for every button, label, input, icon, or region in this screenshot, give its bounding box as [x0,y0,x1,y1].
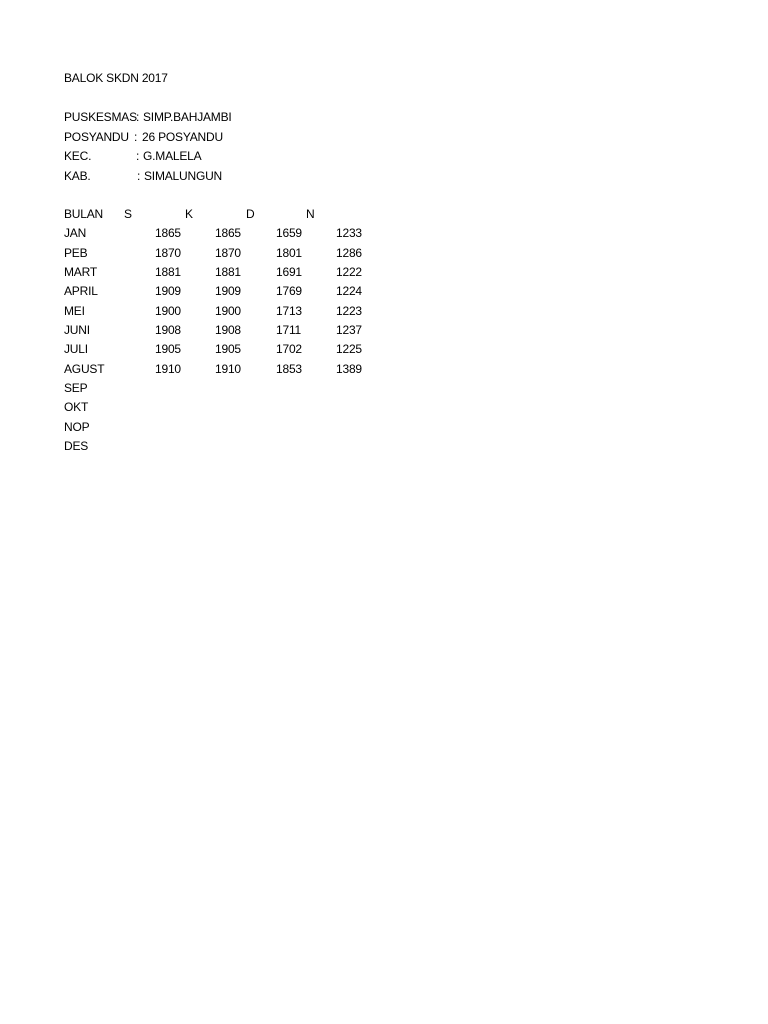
cell-d: 1713 [276,303,302,318]
table-row [64,303,362,322]
cell-d: 1659 [276,226,302,241]
cell-s: 1910 [155,361,181,376]
cell-d: 1801 [276,245,302,260]
cell-month: PEB [64,245,88,260]
cell-month: JAN [64,226,87,241]
cell-n: 1233 [336,226,362,241]
meta-key: KAB. [64,169,91,184]
cell-month: JULI [64,342,88,357]
cell-month: OKT [64,400,89,415]
cell-s: 1881 [155,265,181,280]
table-row [64,399,89,418]
table-row [64,225,362,244]
meta-value: G.MALELA [143,149,202,164]
cell-n: 1222 [336,265,362,280]
cell-month: AGUST [64,361,105,376]
table-row [64,322,362,341]
cell-month: MEI [64,303,85,318]
cell-s: 1865 [155,226,181,241]
cell-n: 1225 [336,342,362,357]
cell-month: MART [64,265,97,280]
cell-n: 1286 [336,245,362,260]
meta-row-posyandu [64,129,223,149]
header-k: K [185,207,193,221]
cell-d: 1711 [276,323,302,338]
meta-key: PUSKESMAS [64,110,137,124]
table-row [64,245,362,264]
meta-separator: : [134,129,138,144]
document-meta [64,109,232,188]
table-header-row [64,206,315,225]
meta-row-kec [64,148,202,168]
table-row [64,264,362,283]
meta-key: KEC. [64,149,92,164]
skdn-table [64,206,362,457]
cell-month: APRIL [64,284,98,299]
cell-k: 1900 [215,303,241,318]
cell-n: 1389 [336,361,362,376]
cell-d: 1702 [276,342,302,357]
document-title: BALOK SKDN 2017 [64,71,168,85]
cell-s: 1870 [155,245,181,260]
cell-k: 1870 [215,245,241,260]
cell-n: 1237 [336,323,362,338]
meta-key: POSYANDU [64,129,129,144]
cell-s: 1905 [155,342,181,357]
cell-k: 1909 [215,284,241,299]
meta-value: 26 POSYANDU [142,129,223,144]
header-s: S [124,207,132,221]
table-body [64,225,362,457]
cell-k: 1908 [215,323,241,338]
cell-s: 1900 [155,303,181,318]
table-row [64,419,90,438]
cell-month: DES [64,439,89,454]
cell-month: NOP [64,419,90,434]
table-row [64,361,362,380]
meta-separator: : [136,110,140,124]
meta-value: SIMP.BAHJAMBI [143,110,232,124]
cell-k: 1881 [215,265,241,280]
cell-s: 1908 [155,323,181,338]
table-row [64,380,88,399]
header-bulan: BULAN [64,207,104,221]
cell-d: 1853 [276,361,302,376]
cell-month: JUNI [64,323,90,338]
cell-k: 1905 [215,342,241,357]
table-row [64,341,362,360]
cell-month: SEP [64,381,88,396]
cell-k: 1910 [215,361,241,376]
meta-value: SIMALUNGUN [144,169,223,184]
cell-d: 1769 [276,284,302,299]
cell-d: 1691 [276,265,302,280]
meta-row-puskesmas [64,109,232,129]
cell-k: 1865 [215,226,241,241]
header-n: N [306,207,315,221]
meta-row-kab [64,168,223,188]
cell-n: 1223 [336,303,362,318]
header-d: D [246,207,255,221]
cell-n: 1224 [336,284,362,299]
cell-s: 1909 [155,284,181,299]
table-row [64,438,89,457]
table-row [64,283,362,302]
meta-separator: : [137,169,141,184]
meta-separator: : [136,149,140,164]
